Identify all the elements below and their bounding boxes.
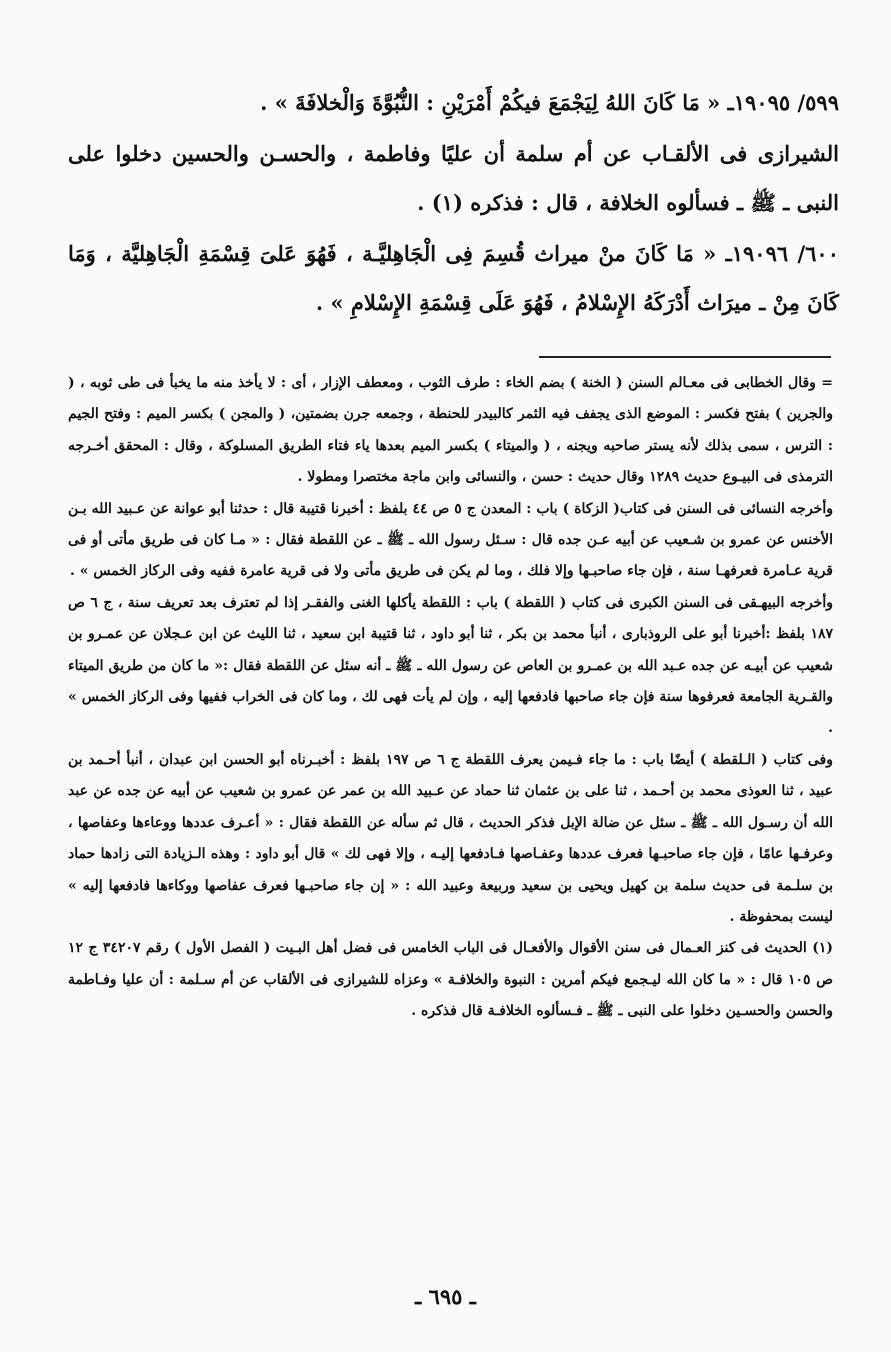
footnote-1: (١) الحديث فى كنز العـمال فى سنن الأقوال والأفعـال فى الباب الخامس فى فضل أهل البـيت ( الفصل الأول ) رقم ٣٤٢٠٧ ج ١٢ ص ١٠٥ قال : « ما كان الله ليـجمع فيكم أمرين : النبوة والخلافـة » وعزاه للشيرازى فى الألقاب عن أم سـلمة : أن عليا وفـاطمة والحسن والحسـين دخلوا على النبى ـ ﷺ ـ فـسألوه الخلافـة قال فذكره .	[68, 940, 833, 1020]
footnote-bayhaqi: وأخرجه البيهـقى فى السنن الكبرى فى كتاب ( اللقطة ) باب : اللقطة يأكلها الغنى والفقـر إذا لم تعترف بعد تعريف سنة ، ج ٦ ص ١٨٧ بلفظ :أخبرنا أبو على الروذبارى ، أنبأ محمد بن بكر ، ثنا أبو داود ، ثنا قتيبة ابن سعيد ، ثنا الليث عن ابن عـجلان عن عمـرو بن شعيب عن أبيـه عن جده عـبد الله بن عمـرو بن العاص عن رسول الله ـ ﷺ ـ أنه سئل عن اللقطة فقال :« ما كان من طريق الميتاء والقـرية الجامعة فعرفوها سنة فإن جاء صاحبها فادفعها إليه ، وإن لم يأت فهى لك ، وما كان فى الخراب ففيها وفى الركاز الخمس » .	[68, 594, 833, 737]
footnote-continuation: = وقال الخطابى فى معـالم السنن ( الخنة ) بضم الخاء : طرف الثوب ، ومعطف الإزار ، أى : لا يأخذ منه ما يخبأ فى طى ثوبه ، ( والجرين ) بفتح فكسر : الموضع الذى يجفف فيه الثمر كالبيدر للحنطة ، وجمعه جرن بضمتين، ( والمجن ) بكسر الميم : وفتح الجيم : الترس ، سمى بذلك لأنه يستر صاحبه ويجنه ، ( والميتاء ) بكسر الميم بعدها ياء فتاء الطريق المسلوكة ، وقال : المحقق أخـرجه الترمذى فى البيـوع حديث ١٢٨٩ وقال حديث : حسن ، والنسائى وابن ماجة مختصرا ومطولا .	[68, 375, 833, 486]
main-text	[68, 78, 839, 329]
hadith-599: ٥٩٩/ ١٩٠٩٥ـ « مَا كَانَ اللهُ لِيَجْمَعَ فيكُمْ أَمْرَيْنِ : النُّبُوَّةَ وَالْخلافَةَ » .	[260, 90, 839, 115]
hadith-600: ٦٠٠/ ١٩٠٩٦ـ « مَا كَانَ منْ ميراث قُسِمَ فِى الْجَاهِليَّـة ، فَهُوَ عَلىَ قِسْمَةِ الْجَاهِليَّة ، وَمَا كَانَ مِنْ ـ ميرَاث أَدْرَكَهُ الإِسْلامُ ، فَهُوَ عَلَى قِسْمَةِ الإِسْلامِ » .	[68, 241, 839, 315]
footnote-bayhaqi-luqata: وفى كتاب ( الـلقطة ) أيضًا باب : ما جاء فـيمن يعرف اللقطة ج ٦ ص ١٩٧ بلفظ : أخبـرناه أبو الحسن ابن عبدان ، أنبأ أحـمد بن عبيد ، ثنا العوذى محمد بن أحـمد ، ثنا على بن عثمان ثنا حماد عن عـبيد الله بن عمر عن عمرو بن شعيب عن أبيه عن جده عن عبد الله أن رسـول الله ـ ﷺ ـ سئل عن ضالة الإبل فذكر الحديث ، قال ثم سأله عن اللقطة فقال : « أعـرف عددها ووعاءها وعفاصها ، وعرفـها عامًا ، فإن جاء صاحبـها فعرف عددها وعفـاصها فـادفعها إليـه ، وإلا فهى لك » قال أبو داود : وهذه الـزيادة التى زادها حماد بن سلـمة فى حديث سلمة بن كهيل ويحيى بن سعيد وربيعة وعبيد الله : « إن جاء صاحبـها فعرف عفاصها ووكاءها فادفعها إليه » ليست بمحفوظة .	[68, 751, 833, 925]
footnote-divider	[539, 356, 831, 358]
footnote-nasai: وأخرجه النسائى فى السنن فى كتاب( الزكاة ) باب : المعدن ج ٥ ص ٤٤ بلفظ : أخبرنا قتيبة قال : حدثنا أبو عوانة عن عـبيد الله بـن الأخنس عن عمرو بن شـعيب عن أبيه عـن جده قال : سـئل رسول الله ـ ﷺ ـ عن اللقطة فقال : « مـا كان فى طريق مأتى أو فى قرية عـامرة فعرفهـا سنة ، فإن جاء صاحبـها وإلا فلك ، وما لم يكن فى طريق مأتى ولا فى قرية عامرة ففيه وفى الركاز الخمس » .	[68, 500, 833, 580]
footnotes	[68, 368, 833, 1028]
hadith-599-source: الشيرازى فى الألقـاب عن أم سلمة أن عليًا وفاطمة ، والحسـن والحسين دخلوا على النبى ـ ﷺ ـ فسألوه الخلافة ، قال : فذكره (١) .	[68, 141, 839, 215]
page-number: ـ ٦٩٥ ـ	[415, 1284, 476, 1309]
